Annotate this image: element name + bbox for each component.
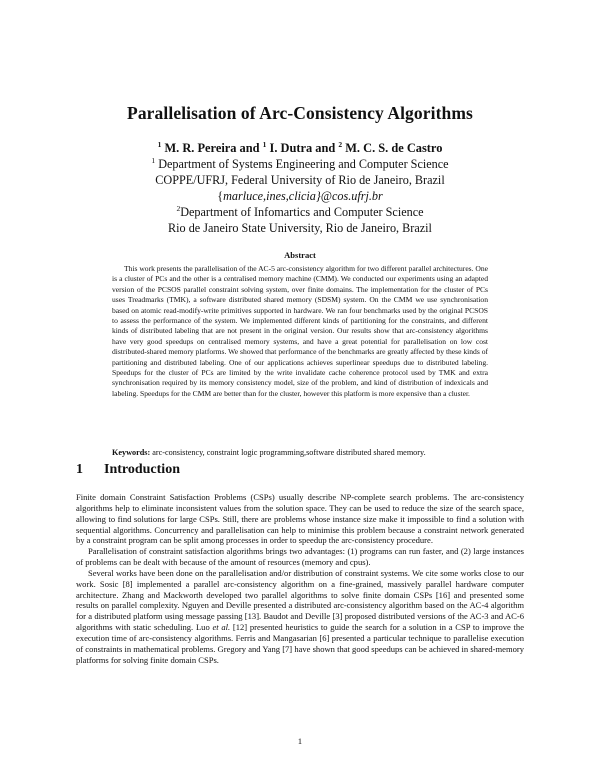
author1-name: M. R. Pereira and: [164, 141, 260, 155]
introduction-body: [76, 492, 524, 666]
paragraph-3-part-a: Several works have been done on the parallelisation and/or distribution of constraint systems. We cite some works close to our work. Sosic [8] implemented a parallel arc-consistency algorithm on a fine-grained, massively parallel hardware computer architecture. Zhang and Mackworth developed two parallel algorithms to solve finite domain CSPs [16] and presented some results on parallel complexity. Nguyen and Deville presented a distributed arc-consistency algorithm based on the AC-4 algorithm for a distributed platform using message passing [13]. Baudot and Deville [3] proposed distributed versions of the AC-3 and AC-6 algorithms with static scheduling. Luo: [76, 567, 524, 633]
paragraph-3-etal: et al.: [212, 622, 231, 633]
author-names: [0, 140, 600, 156]
keywords-line: [112, 448, 502, 457]
author3-name: M. C. S. de Castro: [345, 141, 443, 155]
section-number: 1: [76, 462, 83, 477]
abstract-heading: Abstract: [284, 250, 316, 260]
paper-title: Parallelisation of Arc-Consistency Algorithms: [127, 103, 473, 123]
affiliation-1-mark: 1: [151, 155, 156, 165]
keywords-text: arc-consistency, constraint logic programming,software distributed shared memory.: [152, 448, 426, 457]
paragraph-3: [76, 568, 524, 666]
affiliation-2-line-2: Rio de Janeiro State University, Rio de Janeiro, Brazil: [168, 221, 432, 235]
paragraph-3-part-b: [12] presented heuristics to guide the search for a solution in a CSP to improve the execution time of arc-consistency algorithms. Ferris and Mangasarian [6] presented a particular technique to parallelise execution of constraints in mathematical problems. Gregory and Yang [7] have shown that good speedups can be achieved in shared-memory platforms for solving finite domain CSPs.: [76, 622, 524, 665]
affiliation-1-line-1: [0, 156, 600, 172]
author1-affil-mark: 1: [157, 139, 162, 149]
affiliation-1-line-2: COPPE/UFRJ, Federal University of Rio de Janeiro, Brazil: [155, 173, 445, 187]
paragraph-1: Finite domain Constraint Satisfaction Problems (CSPs) usually describe NP-complete search problems. The arc-consistency algorithms help to eliminate inconsistent values from the solution space. They can be used to reduce the size of the search space, allowing to find solutions for large CSPs. Still, there are problems whose instance size make it impossible to find a solution with sequential algorithms. Concurrency and parallelisation can help to minimise this problem because a constraint network generated by a constraint program can be split among processes in order to speedup the arc-consistency procedure.: [76, 492, 524, 546]
affiliation-2-line-1: [0, 204, 600, 220]
author-block: [0, 140, 600, 236]
keywords-label: Keywords:: [112, 448, 151, 457]
author2-name: I. Dutra and: [269, 141, 336, 155]
affiliation-2-mark: 2: [176, 203, 181, 213]
paragraph-2: Parallelisation of constraint satisfaction algorithms brings two advantages: (1) programs can run faster, and (2) large instances of problems can be dealt with because of the amount of resources (memory and cpus).: [76, 546, 524, 568]
email-users: marluce,ines,clicia: [223, 189, 316, 203]
section-title: Introduction: [104, 462, 180, 477]
affiliation-2-dept: Department of Infomartics and Computer Science: [180, 205, 424, 219]
section-heading: [76, 462, 180, 478]
author3-affil-mark: 2: [338, 139, 343, 149]
email-brace-open: {: [217, 189, 224, 203]
author2-affil-mark: 1: [262, 139, 267, 149]
page-number: 1: [297, 736, 303, 746]
affiliation-1-email: [0, 188, 600, 204]
email-domain: }@cos.ufrj.br: [315, 189, 383, 203]
abstract-text: This work presents the parallelisation of the AC-5 arc-consistency algorithm for two different parallel architectures. One is a cluster of PCs and the other is a centralised memory machine (CMM). We conducted our experiments using an adapted version of the PCSOS parallel constraint solving system, over finite domains. The implementation for the cluster of PCs uses Treadmarks (TMK), a software distributed shared memory (SDSM) system. On the CMM we use synchronisation based on atomic read-modify-write primitives supported in hardware. We ran four benchmarks used by the original PCSOS to assess the performance of the system. We implemented different kinds of partitioning for the constraints, and different kinds of distributed labeling that are not present in the original version. Our results show that arc-consistency algorithms have very good speedups on centralised memory systems, and have a great potential for parallelisation on low cost distributed-shared memory platforms. We showed that performance of the benchmarks are greatly affected by these kinds of partitioning and distributed labeling. One of our applications achieves superlinear speedups due to distributed labeling. Speedups for the cluster of PCs are limited by the write invalidate cache coherence protocol used by TMK and extra synchronisation required by its memory consistency model, size of the problem, and kind of distribution of indexicals and labeling. Speedups for the CMM are better than for the cluster, however this platform is more expensive than a cluster.: [112, 264, 488, 398]
affiliation-1-dept: Department of Systems Engineering and Computer Science: [158, 157, 449, 171]
